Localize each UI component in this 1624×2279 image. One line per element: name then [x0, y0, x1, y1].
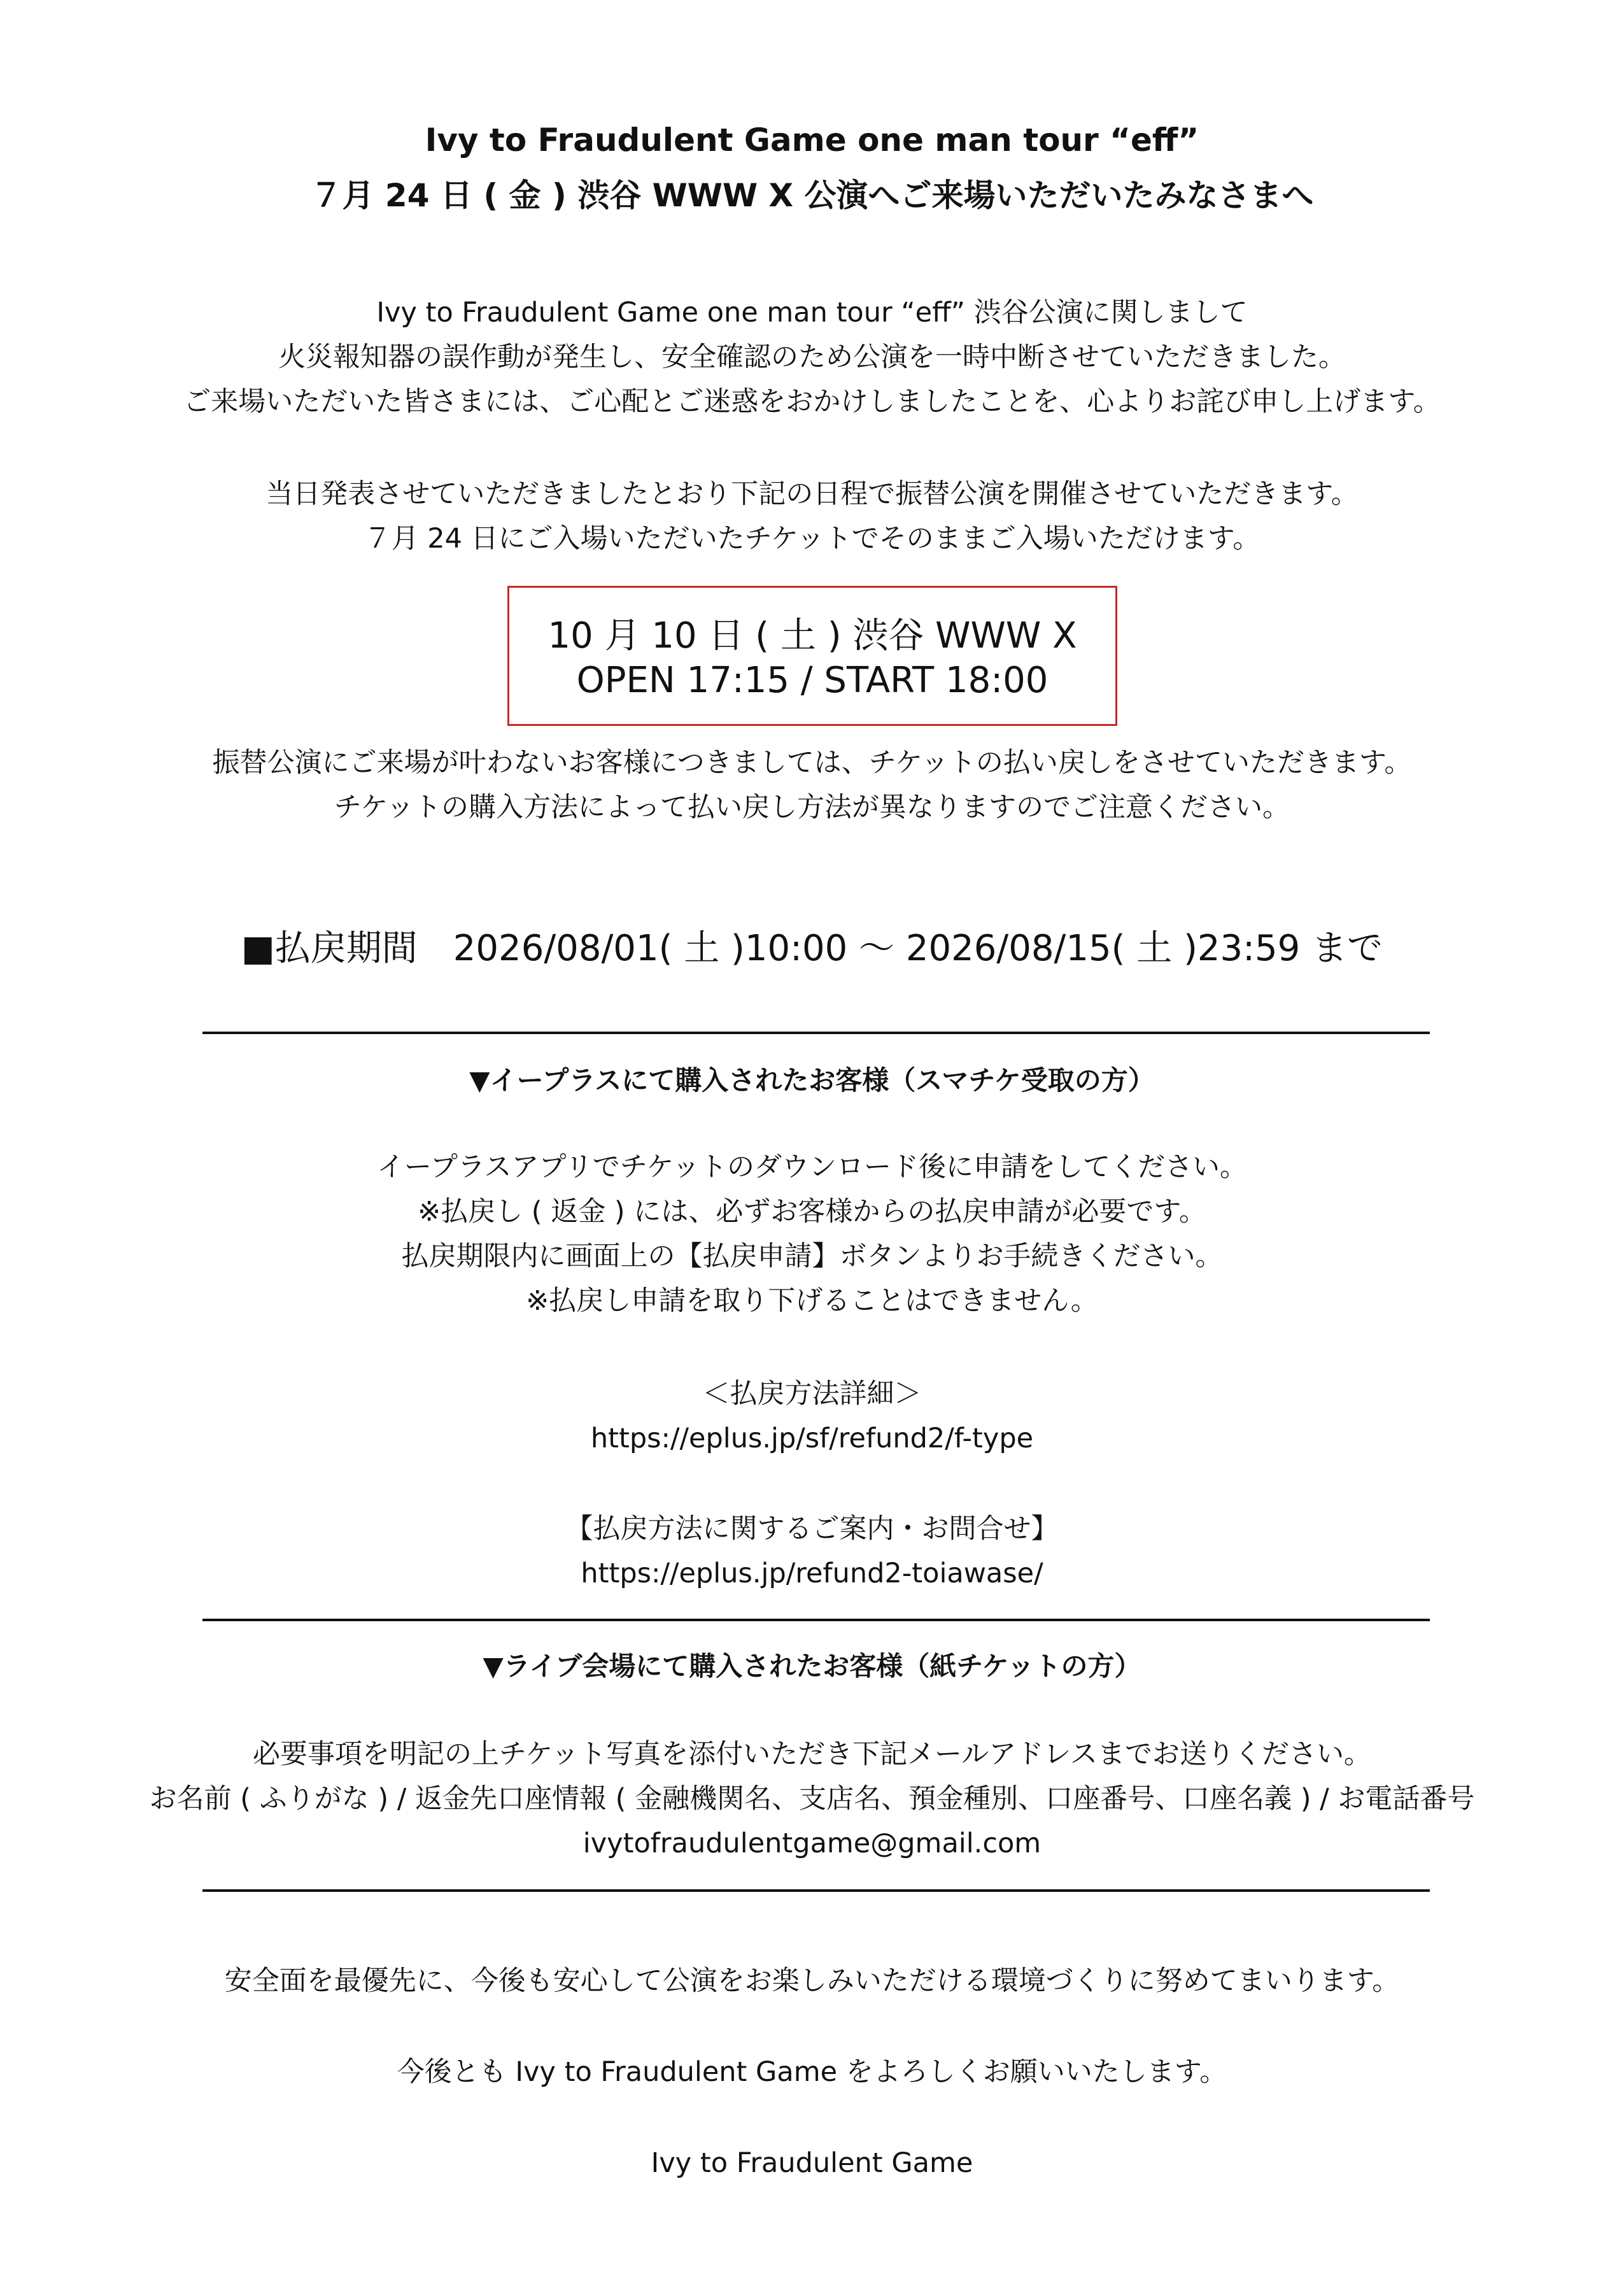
intro-line-2: 火災報知器の誤作動が発生し、安全確認のため公演を一時中断させていただきました。	[278, 341, 1346, 373]
refund-contact-label: 【払戻方法に関するご案内・お問合せ】	[565, 1513, 1059, 1545]
venue-purchase-line-2: お名前 ( ふりがな ) / 返金先口座情報 ( 金融機関名、支店名、預金種別、口座番号、口座名義 ) / お電話番号	[149, 1783, 1475, 1815]
refund-intro-line-1: 振替公演にご来場が叶わないお客様につきましては、チケットの払い戻しをさせていただきます。	[212, 747, 1412, 779]
refund-contact-url[interactable]: https://eplus.jp/refund2-toiawase/	[581, 1558, 1043, 1589]
makeup-show-date: 10 月 10 日 ( 土 ) 渋谷 WWW X	[547, 615, 1077, 657]
intro-line-3: ご来場いただいた皆さまには、ご心配とご迷惑をおかけしましたことを、心よりお詫び申し上げます。	[183, 386, 1441, 418]
venue-purchase-line-1: 必要事項を明記の上チケット写真を添付いただき下記メールアドレスまでお送りください。	[253, 1738, 1371, 1770]
refund-details-url[interactable]: https://eplus.jp/sf/refund2/f-type	[590, 1423, 1034, 1454]
refund-period: ■払戻期間 2026/08/01( 土 )10:00 〜 2026/08/15( 土 )23:59 まで	[241, 928, 1383, 969]
venue-purchase-heading: ▼ライブ会場にて購入されたお客様（紙チケットの方）	[483, 1651, 1141, 1682]
divider	[202, 1619, 1430, 1621]
refund-intro-line-2: チケットの購入方法によって払い戻し方法が異なりますのでご注意ください。	[334, 792, 1290, 823]
divider	[202, 1889, 1430, 1892]
makeup-line-2: ７月 24 日にご入場いただいたチケットでそのままご入場いただけます。	[364, 523, 1260, 555]
divider	[202, 1032, 1430, 1034]
eplus-line-1: イープラスアプリでチケットのダウンロード後に申請をしてください。	[377, 1151, 1247, 1183]
eplus-line-2: ※払戻し ( 返金 ) には、必ずお客様からの払戻申請が必要です。	[418, 1196, 1206, 1228]
intro-line-1: Ivy to Fraudulent Game one man tour “eff” 渋谷公演に関しまして	[376, 297, 1248, 329]
makeup-show-times: OPEN 17:15 / START 18:00	[576, 660, 1049, 701]
refund-email[interactable]: ivytofraudulentgame@gmail.com	[583, 1828, 1041, 1859]
notice-title: Ivy to Fraudulent Game one man tour “eff”	[425, 122, 1199, 159]
eplus-line-3: 払戻期限内に画面上の【払戻申請】ボタンよりお手続きください。	[401, 1240, 1223, 1272]
refund-details-label: ＜払戻方法詳細＞	[702, 1378, 922, 1410]
closing-line-1: 安全面を最優先に、今後も安心して公演をお楽しみいただける環境づくりに努めてまいります。	[224, 1965, 1400, 1997]
eplus-line-4: ※払戻し申請を取り下げることはできません。	[526, 1285, 1098, 1317]
notice-subtitle: ７月 24 日 ( 金 ) 渋谷 WWW X 公演へご来場いただいたみなさまへ	[310, 177, 1314, 214]
makeup-show-box	[507, 586, 1117, 726]
eplus-heading: ▼イープラスにて購入されたお客様（スマチケ受取の方）	[469, 1065, 1155, 1096]
makeup-line-1: 当日発表させていただきましたとおり下記の日程で振替公演を開催させていただきます。	[265, 478, 1359, 510]
closing-line-2: 今後とも Ivy to Fraudulent Game をよろしくお願いいたします。	[397, 2056, 1227, 2088]
signature: Ivy to Fraudulent Game	[651, 2147, 973, 2179]
